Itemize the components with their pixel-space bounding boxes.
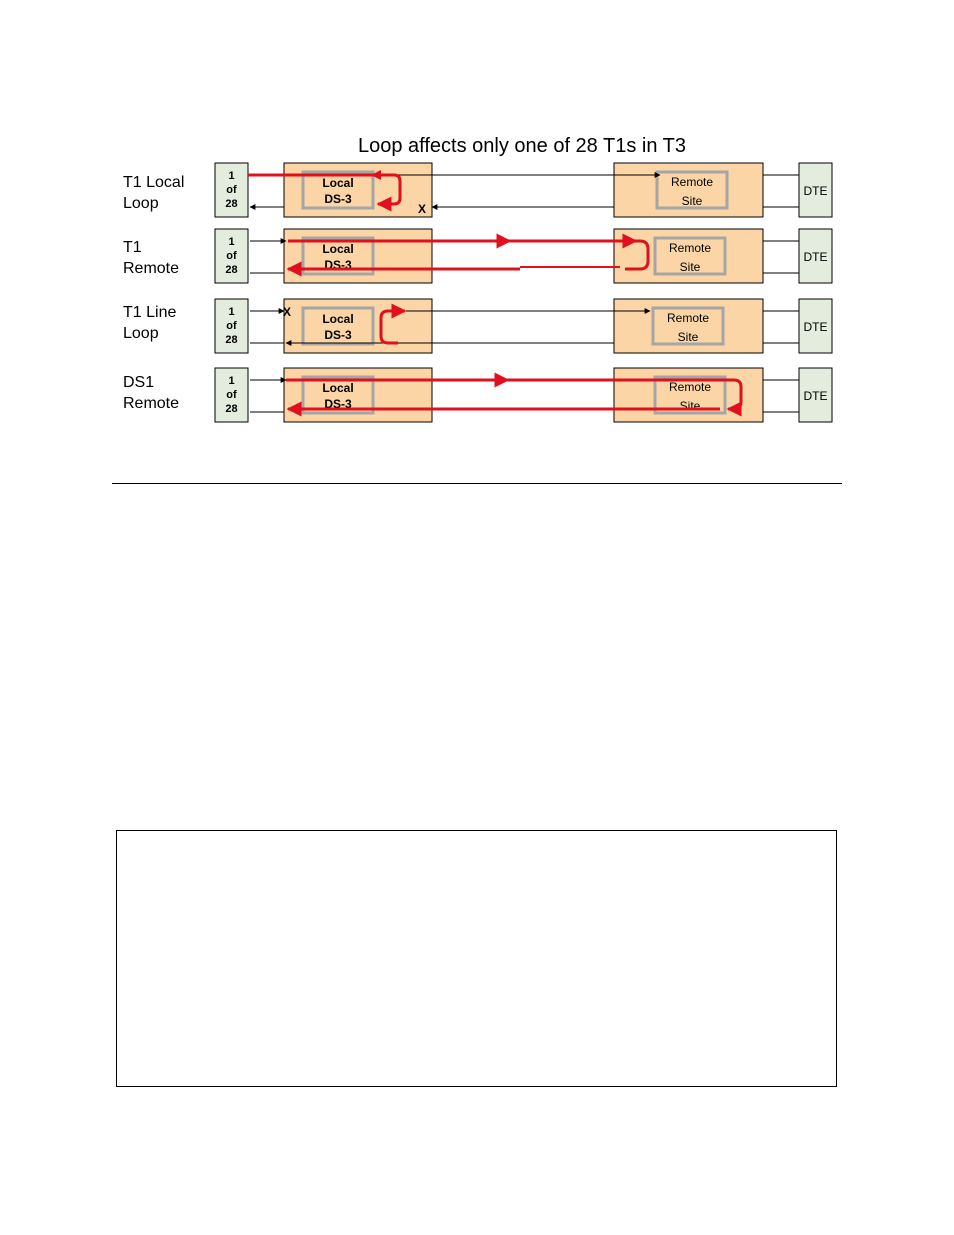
section-divider (112, 483, 842, 484)
local-label-bottom: DS-3 (324, 397, 352, 411)
channel-label-mid: of (226, 320, 237, 332)
remote-label-top: Remote (670, 175, 714, 189)
local-label-bottom: DS-3 (324, 192, 352, 206)
remote-label-top: Remote (666, 311, 710, 325)
local-label-top: Local (322, 381, 354, 395)
dte-label: DTE (803, 389, 828, 403)
dte-label: DTE (803, 250, 828, 264)
x-marker: X (282, 305, 292, 319)
row-label-line-1: T1 Line (123, 304, 177, 321)
channel-label-mid: of (226, 250, 237, 262)
diagram-title: Loop affects only one of 28 T1s in T3 (357, 135, 687, 157)
loopback-diagram (0, 0, 954, 480)
row-label-line-1: T1 Local (123, 174, 185, 191)
remote-label-bottom: Site (677, 330, 699, 344)
channel-label-mid: of (226, 389, 237, 401)
empty-frame (116, 830, 837, 1087)
channel-label-bottom: 28 (225, 264, 238, 276)
remote-label-bottom: Site (679, 399, 701, 413)
row-label-line-2: Loop (123, 325, 159, 342)
channel-label-top: 1 (228, 236, 235, 248)
diagram-row-t1-remote (123, 229, 832, 283)
dte-label: DTE (803, 320, 828, 334)
channel-label-top: 1 (228, 306, 235, 318)
row-label-line-1: DS1 (123, 374, 155, 391)
local-label-bottom: DS-3 (324, 328, 352, 342)
row-label (123, 304, 176, 342)
x-marker: X (417, 202, 427, 216)
dte-label: DTE (803, 184, 828, 198)
channel-label-bottom: 28 (225, 198, 238, 210)
channel-label-mid: of (226, 184, 237, 196)
row-label-line-2: Loop (123, 195, 159, 212)
row-label (123, 239, 179, 277)
channel-label-bottom: 28 (225, 334, 238, 346)
local-label-top: Local (322, 312, 354, 326)
remote-label-bottom: Site (681, 194, 703, 208)
diagram-row-t1-local-loop (123, 163, 832, 217)
row-label (123, 174, 184, 212)
remote-label-bottom: Site (679, 260, 701, 274)
diagram-row-ds1-remote (123, 368, 832, 422)
local-label-bottom: DS-3 (324, 258, 352, 272)
channel-label-bottom: 28 (225, 403, 238, 415)
row-label-line-2: Remote (123, 395, 180, 412)
channel-label-top: 1 (228, 375, 235, 387)
diagram-rows (123, 163, 832, 422)
diagram-row-t1-line-loop (123, 299, 832, 353)
remote-label-top: Remote (668, 241, 712, 255)
local-label-top: Local (322, 176, 354, 190)
row-label-line-2: Remote (123, 260, 180, 277)
row-label (123, 374, 179, 412)
local-label-top: Local (322, 242, 354, 256)
row-label-line-1: T1 (123, 239, 142, 256)
channel-label-top: 1 (228, 170, 235, 182)
remote-label-top: Remote (668, 380, 712, 394)
